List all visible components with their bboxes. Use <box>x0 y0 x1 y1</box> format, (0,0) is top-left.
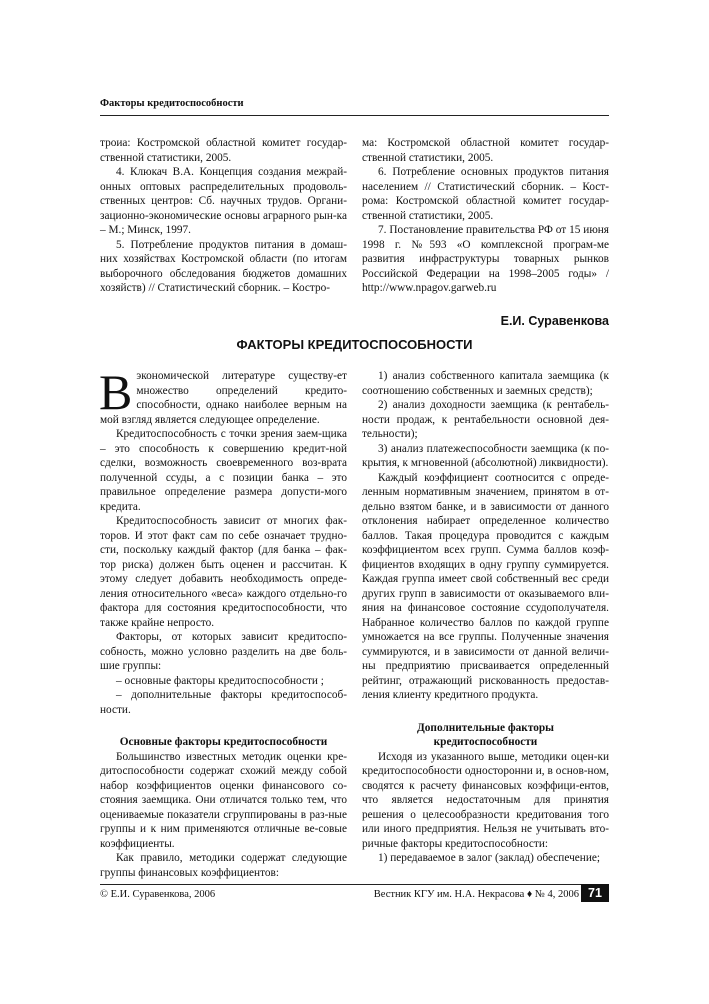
body-paragraph: Факторы, от которых зависит кредитоспо-собность, можно условно разделить на две боль-шие группы: <box>100 631 347 672</box>
drop-cap: В <box>99 364 133 420</box>
body-paragraph: Каждый коэффициент соотносится с опреде-ленным нормативным значением, принятом в от-дельно взятом банке, и в зависимости от данного отклонения набирает определенное количество баллов. Такая процедура проводится с каждым коэффициентом всех групп. Сумма баллов коэф-фициентов входящих в одну группу суммируется. Каждая группа имеет свой собственный вес среди других групп в зависимости от оказываемого вли-яния на финансовое состояние ссудополучателя. Набранное количество баллов по каждой группе умножается на все группы. Полученные значения суммируются, и в зависимости от данной величи-ны предприятию присваивается определенный рейтинг, отражающий рискованность предостав-ления клиенту кредитного продукта. <box>362 471 609 701</box>
list-item: 1) анализ собственного капитала заемщика (к соотношению собственных и заемных средств); <box>362 370 609 397</box>
reference-item: троиа: Костромской областной комитет государ-ственной статистики, 2005. <box>100 137 347 164</box>
page-number: 71 <box>581 884 609 902</box>
body-paragraph: Исходя из указанного выше, методики оцен-ки кредитоспособности односторонни и, в основ-ном, сводятся к расчету финансовых коэффици-ентов, что является недостаточным для принятия решения о целесообразности кредитования того или иного предприятия. Нельзя не учитывать вто-ричные факторы кредитоспособности: <box>362 750 609 850</box>
article-author: Е.И. Суравенкова <box>500 314 609 328</box>
body-paragraph: Как правило, методики содержат следующие группы финансовых коэффициентов: <box>100 852 347 879</box>
article-right-column <box>362 369 609 866</box>
journal-reference: Вестник КГУ им. Н.А. Некрасова ♦ № 4, 2006 <box>373 889 579 900</box>
intro-text: экономической литературе существу-ет множество определений кредито-способности, однако наиболее верным на мой взгляд является следующее определение. <box>100 370 347 426</box>
list-item: – основные факторы кредитоспособности ; <box>116 674 324 687</box>
list-item: 1) передаваемое в залог (заклад) обеспечение; <box>378 852 601 864</box>
section-heading-additional-factors: Дополнительные факторы <box>417 721 554 734</box>
header-divider <box>100 115 609 116</box>
reference-item: ма: Костромской областной комитет государ-ственной статистики, 2005. <box>362 137 609 164</box>
list-item: 3) анализ платежеспособности заемщика (к по-крытия, к мгновенной (абсолютной) ликвидности). <box>362 442 609 469</box>
reference-item: 6. Потребление основных продуктов питания населением // Статистический сборник. – Кост-рома: Костромской областной комитет государ-ственной статистики, 2005. <box>362 166 609 222</box>
section-heading-additional-factors-line2: кредитоспособности <box>433 736 538 748</box>
reference-item: 5. Потребление продуктов питания в домаш-них хозяйствах Костромской области (по итогам выборочного обследования бюджетов домашних хозяйств) // Статистический сборник. – Костро- <box>100 238 347 294</box>
references-left-column <box>100 136 347 296</box>
footer-divider <box>100 884 609 885</box>
reference-item: 7. Постановление правительства РФ от 15 июня 1998 г. №593 «О комплексной програм-ме развития инфраструктуры товарных рынков Российской Федерации на 1998–2005 годы» / http://www.npagov.garweb.ru <box>362 224 609 294</box>
article-title: ФАКТОРЫ КРЕДИТОСПОСОБНОСТИ <box>236 337 473 352</box>
body-paragraph: Кредитоспособность зависит от многих фак-торов. И этот факт сам по себе означает трудно-сти, поскольку каждый фактор (для банка – фак-тор риска) должен быть оценен и рассчитан. К этому следует добавить необходимость опреде-ления относительного «веса» каждого отдельно-го фактора для состояния кредитоспособности, что также крайне непросто. <box>100 515 347 629</box>
reference-item: 4. Клюкач В.А. Концепция создания межрай-онных оптовых распределительных продоволь-ственных центров: Сб. научных трудов. Органи-зационно-экономические основы аграрного рын-ка – М.; Минск, 1997. <box>100 166 347 236</box>
copyright-notice: © Е.И. Суравенкова, 2006 <box>100 889 216 900</box>
intro-paragraph <box>99 364 347 427</box>
list-item: – дополнительные факторы кредитоспособ-ности. <box>100 689 347 716</box>
section-heading-basic-factors: Основные факторы кредитоспособности <box>119 736 328 748</box>
article-left-column <box>99 364 347 880</box>
list-item: 2) анализ доходности заемщика (к рентабель-ности продаж, к рентабельности основной дея-тельности); <box>362 399 609 440</box>
references-right-column <box>362 136 609 296</box>
running-title: Факторы кредитоспособности <box>100 98 244 109</box>
body-paragraph: Кредитоспособность с точки зрения заем-щика – это способность к совершению кредит-ной сделки, возможность своевременного воз-врата полученной ссуды, а с позиции банка – это правильное определение размера допусти-мого кредита. <box>100 428 347 513</box>
body-paragraph: Большинство известных методик оценки кре-дитоспособности содержат схожий между собой набор коэффициентов оценки финансового со-стояния заемщика. Они отличатся только тем, что оцениваемые показатели сгруппированы в раз-ные группы и к ним применяются отличные ве-совые коэффициенты. <box>100 750 347 850</box>
